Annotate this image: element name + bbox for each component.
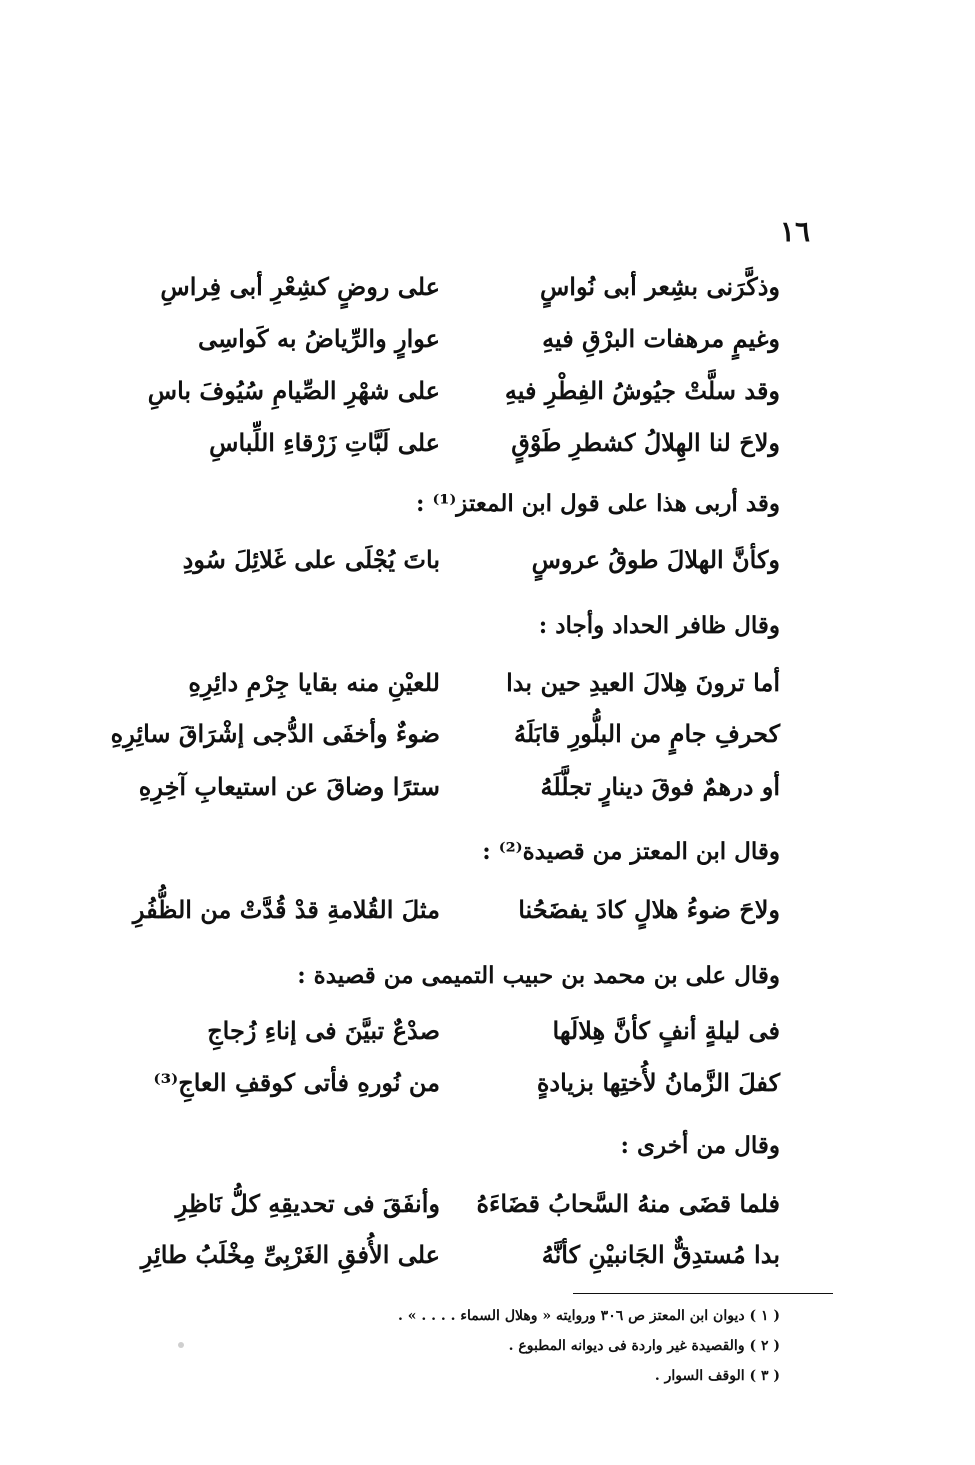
prose-intro: وقد أربى هذا على قول ابن المعتز⁽¹⁾ : (416, 490, 780, 517)
footnote: ( ٣ ) الوقف السوار . (654, 1368, 780, 1384)
verse-first-hemistich: كحرفِ جامٍ من البلُّورِ قابَلَهُ (513, 719, 780, 748)
verse-second-hemistich: صدْعٌ تبيَّنَ فى إناءِ زُجاجِ (207, 1016, 440, 1045)
verse-first-hemistich: كفلَ الزَّمانُ لأُختِها بزيادةٍ (536, 1068, 780, 1097)
verse-line (153, 1068, 780, 1112)
paper-speck (178, 1342, 184, 1348)
footnote-divider (573, 1293, 833, 1294)
verse-second-hemistich: عوارٍ والرِّياضُ به كَواسِى (197, 324, 440, 353)
verse-first-hemistich: وغيمٍ مرهفات البرْقِ فيهِ (542, 324, 780, 353)
verse-second-hemistich: على شهْرِ الصِّيامِ سُيُوفَ باسِ (147, 376, 440, 405)
verse-second-hemistich: من نُورهِ فأتى كوقفِ العاجِ⁽³⁾ (153, 1068, 440, 1097)
verse-first-hemistich: أما ترونَ هِلالَ العيدِ حين بدا (506, 668, 780, 697)
verse-line (175, 668, 780, 712)
prose-intro: وقال ظافر الحداد وأجاد : (538, 612, 780, 639)
verse-first-hemistich: وكأنَّ الهلالَ طوقُ عروسٍ (531, 545, 780, 574)
verse-second-hemistich: للعيْنِ منه بقايا جِرْمِ دائِرِهِ (188, 668, 440, 697)
verse-line (175, 545, 780, 589)
prose-intro: وقال على بن محمد بن حبيب التميمى من قصيدة : (297, 962, 780, 989)
verse-second-hemistich: ضوءٌ وأخفَى الدُّجى إشْرَاقَ سائِرِهِ (110, 719, 440, 748)
footnote: ( ٢ ) والقصيدة غير واردة فى ديوانه المطبوع . (508, 1338, 780, 1354)
verse-second-hemistich: سترًا وضاقَ عن استيعابِ آخِرِهِ (138, 772, 440, 801)
verse-line (147, 376, 780, 420)
verse-second-hemistich: على روضٍ كشِعْرِ أبى فِراسِ (160, 272, 440, 301)
verse-line (138, 772, 780, 816)
verse-line (175, 1016, 780, 1060)
page-number: ١٦ (779, 215, 810, 248)
prose-intro: وقال ابن المعتز من قصيدة⁽²⁾ : (482, 838, 780, 865)
verse-first-hemistich: وذكَّرَنى بشِعر أبى نُواسٍ (540, 272, 780, 301)
verse-first-hemistich: أو درهمٌ فوقَ دينارٍ تجلَّلَهُ (540, 772, 780, 801)
verse-first-hemistich: وقد سلَّتْ جيُوشُ الفِطْرِ فيهِ (504, 376, 780, 405)
verse-first-hemistich: فلما قضَى منهُ السَّحابُ قضَاءَهُ (476, 1189, 780, 1218)
verse-line (132, 895, 780, 939)
verse-line (160, 272, 780, 316)
verse-first-hemistich: فى ليلةٍ أنفٍ كأنَّ هِلالَها (552, 1016, 780, 1045)
verse-second-hemistich: على لَبَّاتِ زَرْقاءِ اللِّباسِ (209, 428, 440, 457)
verse-first-hemistich: ولاحَ ضوءُ هلالٍ كادَ يفضَحُنا (518, 895, 780, 924)
verse-line (175, 428, 780, 472)
verse-first-hemistich: ولاحَ لنا الهِلالُ كشطرِ طَوْقٍ (511, 428, 780, 457)
verse-line (175, 324, 780, 368)
verse-second-hemistich: وأنفَقَ فى تحديقِهِ كلُّ نَاظِرِ (175, 1189, 440, 1218)
verse-second-hemistich: باتَ يُجْلَى على غَلائِلَ سُودِ (182, 545, 440, 574)
verse-line (110, 719, 780, 763)
verse-line (140, 1240, 780, 1284)
verse-second-hemistich: على الأُفقِ الغَرْبِىِّ مِخْلَبُ طائِرِ (140, 1240, 440, 1269)
verse-first-hemistich: بدا مُستدِقٌّ الجَانبيْنِ كأنَّهُ (541, 1240, 780, 1269)
footnote: ( ١ ) ديوان ابن المعتز ص ٣٠٦ وروايته « وهلال السماء . . . . » . (398, 1308, 780, 1324)
prose-intro: وقال من أخرى : (620, 1132, 780, 1159)
verse-second-hemistich: مثلَ القُلامةِ قدْ قُدَّتْ من الظُّفُرِ (132, 895, 440, 924)
verse-line (175, 1189, 780, 1233)
